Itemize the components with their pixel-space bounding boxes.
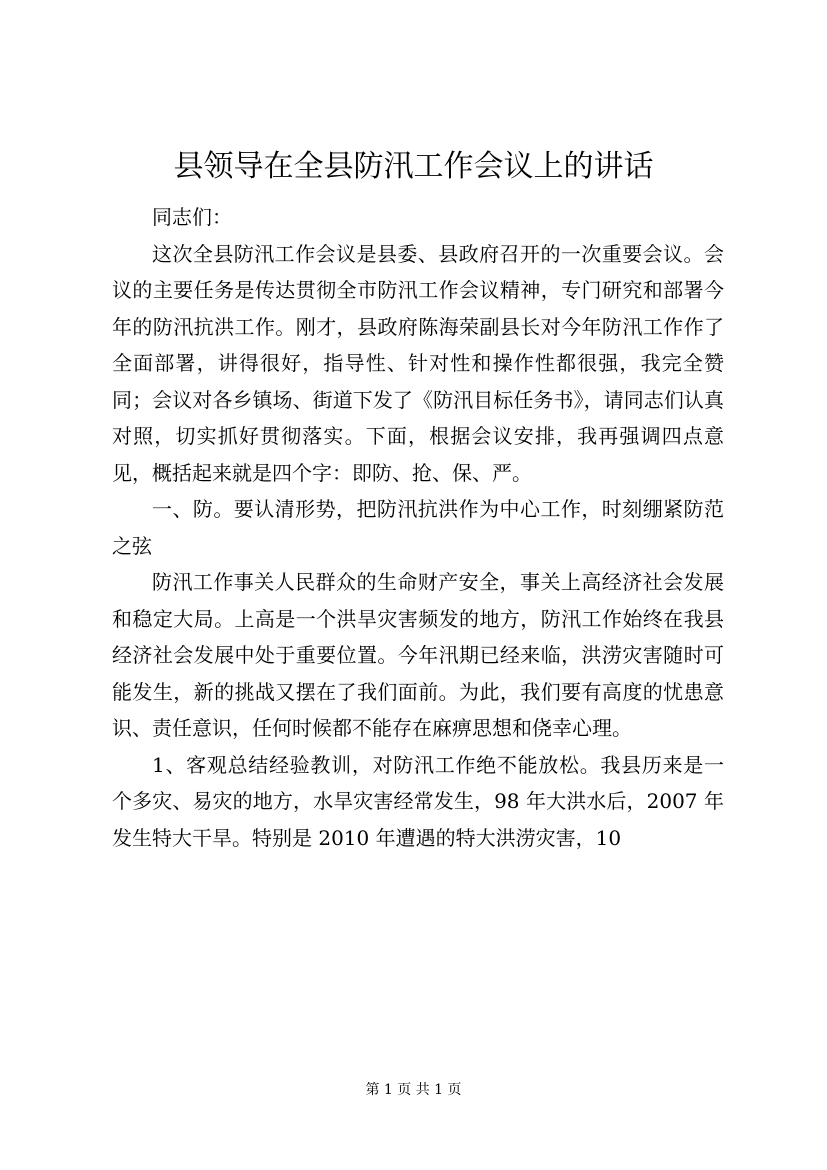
document-title: 县领导在全县防汛工作会议上的讲话 bbox=[173, 149, 654, 184]
document-body bbox=[112, 199, 724, 856]
paragraph-intro: 这次全县防汛工作会议是县委、县政府召开的一次重要会议。会议的主要任务是传达贯彻全市防汛工作会议精神，专门研究和部署今年的防汛抗洪工作。刚才，县政府陈海荣副县长对今年防汛工作作了全面部署，讲得很好，指导性、针对性和操作性都很强，我完全赞同；会议对各乡镇场、街道下发了《防汛目标任务书》，请同志们认真对照，切实抓好贯彻落实。下面，根据会议安排，我再强调四点意见，概括起来就是四个字：即防、抢、保、严。 bbox=[112, 241, 724, 485]
page-footer: 第 1 页 共 1 页 bbox=[365, 1082, 462, 1098]
paragraph-section-heading: 一、防。要认清形势，把防汛抗洪作为中心工作，时刻绷紧防范之弦 bbox=[112, 497, 724, 558]
paragraph-item-1: 1、客观总结经验教训，对防汛工作绝不能放松。我县历来是一个多灾、易灾的地方，水旱灾害经常发生，98 年大洪水后，2007 年发生特大干旱。特别是 2010 年遭遇的特大洪涝灾害，10 bbox=[112, 752, 724, 850]
paragraph-salutation: 同志们： bbox=[152, 205, 232, 229]
paragraph-section-body: 防汛工作事关人民群众的生命财产安全，事关上高经济社会发展和稳定大局。上高是一个洪旱灾害频发的地方，防汛工作始终在我县经济社会发展中处于重要位置。今年汛期已经来临，洪涝灾害随时可能发生，新的挑战又摆在了我们面前。为此，我们要有高度的忧患意识、责任意识，任何时候都不能存在麻痹思想和侥幸心理。 bbox=[112, 570, 724, 740]
